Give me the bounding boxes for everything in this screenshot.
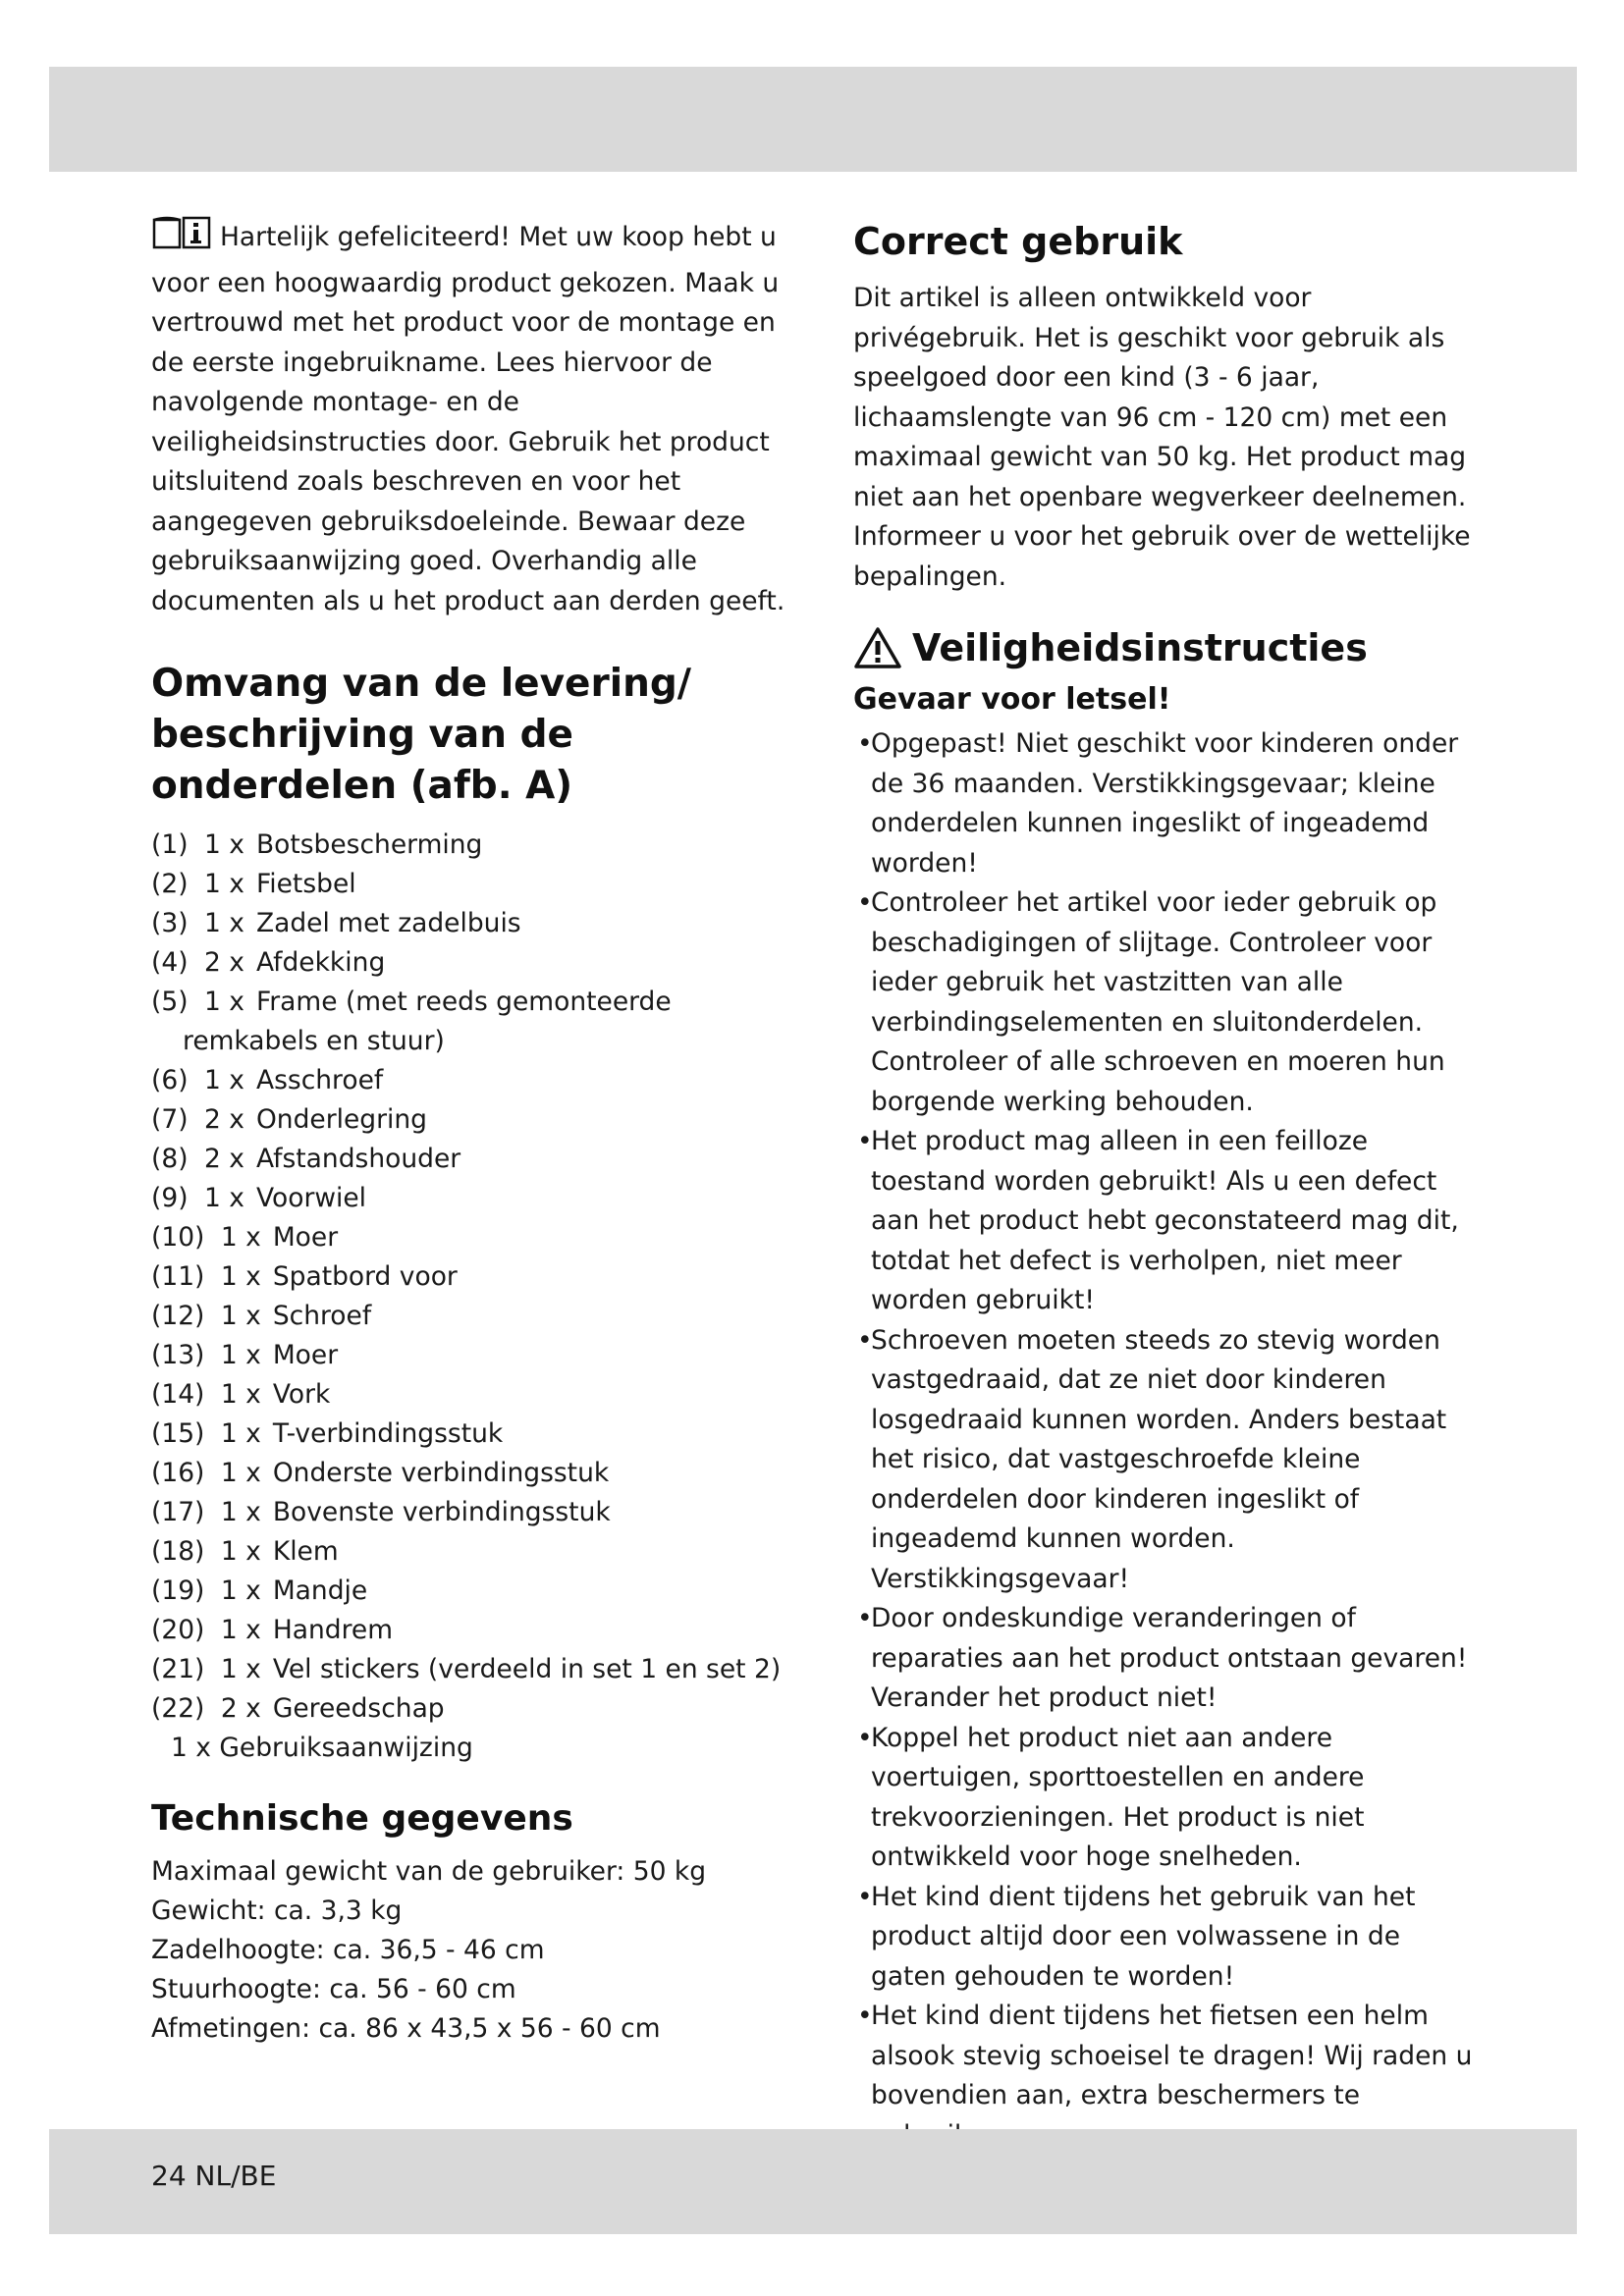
intro-paragraph [151,214,789,621]
spec-line: Maximaal gewicht van de gebruiker: 50 kg [151,1856,707,1887]
header-bar [49,67,1577,172]
bullet-item: • Schroeven moeten steeds zo stevig worden vastgedraaid, dat ze niet door kinderen losgedraaid kunnen worden. Anders bestaat het risico, dat vastgeschroefde kleine onderdelen door kinderen ingeslikt of ingeademd kunnen worden. Verstikkingsgevaar! [857,1324,1447,1594]
specs-list [151,1852,789,2049]
list-item: (10) 1 x Moer [151,1222,339,1253]
bullet-item: • Het product mag alleen in een feilloze toestand worden gebruikt! Als u een defect aan het product hebt geconstateerd mag dit, totdat het defect is verholpen, niet meer worden gebruikt! [857,1126,1459,1315]
bullet-item: • Controleer het artikel voor ieder gebruik op beschadigingen of slijtage. Controleer voor ieder gebruik het vastzitten van alle verbindingselementen en sluitonderdelen. Controleer of alle schroeven en moeren hun borgende werking behouden. [857,887,1445,1117]
list-item: (18) 1 x Klem [151,1536,339,1567]
spec-line: Stuurhoogte: ca. 56 - 60 cm [151,1974,516,2004]
footer-bar [49,2129,1577,2234]
list-item: (7) 2 x Onderlegring [151,1104,427,1135]
list-item: (17) 1 x Bovenste verbindingsstuk [151,1497,611,1527]
list-item: (12) 1 x Schroef [151,1301,372,1331]
list-item: (20) 1 x Handrem [151,1615,394,1645]
bullet-item: • Opgepast! Niet geschikt voor kinderen onder de 36 maanden. Verstikkingsgevaar; kleine onderdelen kunnen ingeslikt of ingeademd worden! [857,728,1459,879]
bullet-item: • Koppel het product niet aan andere voertuigen, sporttoestellen en andere trekvoorzieningen. Het product is niet ontwikkeld voor hoge snelheden. [857,1722,1365,1872]
list-item: (15) 1 x T-verbindingsstuk [151,1418,504,1449]
parts-list [151,826,789,1768]
list-item: (11) 1 x Spatbord voor [151,1261,458,1292]
correct-use-heading: Correct gebruik [853,220,1183,263]
list-item: (2) 1 x Fietsbel [151,869,356,899]
bullet-item: • Het kind dient tijdens het gebruik van het product altijd door een volwassene in de gaten gehouden te worden! [857,1881,1416,1992]
list-item-manual: 1 x Gebruiksaanwijzing [171,1733,473,1763]
list-item: (19) 1 x Mandje [151,1575,368,1606]
spec-line: Gewicht: ca. 3,3 kg [151,1896,403,1926]
list-item: (8) 2 x Afstandshouder [151,1144,461,1174]
list-item: (4) 2 x Afdekking [151,947,386,978]
list-item: (22) 2 x Gereedschap [151,1693,445,1724]
list-item: (6) 1 x Asschroef [151,1065,384,1095]
list-item: (1) 1 x Botsbescherming [151,829,483,860]
intro-text: Hartelijk gefeliciteerd! Met uw koop hebt u voor een hoogwaardig product gekozen. Maak u vertrouwd met het product voor de montage en de eerste ingebruikname. Lees hiervoor de navolgende montage- en de veiligheidsinstructies door. Gebruik het product uitsluitend zoals beschreven en voor het aangegeven gebruiksdoeleinde. Bewaar deze gebruiksaanwijzing goed. Overhandig alle documenten als u het product aan derden geeft. [151,222,785,616]
right-column [853,218,1482,2156]
list-item: (9) 1 x Voorwiel [151,1183,367,1213]
page-number: 24 NL/BE [151,2160,277,2192]
list-item: (13) 1 x Moer [151,1340,339,1370]
bullet-item: • Het kind dient tijdens het fietsen een helm alsook stevig schoeisel te dragen! Wij raden u bovendien aan, extra beschermers te [857,2001,1473,2110]
spec-line: Afmetingen: ca. 86 x 43,5 x 56 - 60 cm [151,2013,661,2044]
spec-line: Zadelhoogte: ca. 36,5 - 46 cm [151,1935,545,1965]
info-book-icon [151,214,212,264]
list-item: (16) 1 x Onderste verbindingsstuk [151,1458,610,1488]
bullet-item: • Door ondeskundige veranderingen of reparaties aan het product ontstaan gevaren! Verander het product niet! [857,1603,1468,1713]
list-item-continuation: remkabels en stuur) [183,1026,445,1056]
list-item: (3) 1 x Zadel met zadelbuis [151,908,521,938]
safety-subheading: Gevaar voor letsel! [853,682,1171,717]
specs-heading: Technische gegevens [151,1798,573,1839]
safety-heading-row [853,624,1482,671]
list-item: (21) 1 x Vel stickers (verdeeld in set 1 en set 2) [151,1654,782,1684]
correct-use-text: Dit artikel is alleen ontwikkeld voor privégebruik. Het is geschikt voor gebruik als speelgoed door een kind (3 - 6 jaar, lichaamslengte van 96 cm - 120 cm) met een maximaal gewicht van 50 kg. Het product mag niet aan het openbare wegverkeer deelnemen. Informeer u voor het gebruik over de wettelijke bepalingen. [853,283,1471,592]
list-item: (5) 1 x Frame (met reeds gemonteerde [151,987,672,1017]
safety-bullets [853,724,1482,2156]
left-column [151,214,789,2049]
scope-heading: Omvang van de levering/ beschrijving van de onderdelen (afb. A) [151,662,692,808]
safety-heading: Veiligheidsinstructies [912,626,1368,669]
warning-triangle-icon [853,626,902,669]
list-item: (14) 1 x Vork [151,1379,331,1410]
